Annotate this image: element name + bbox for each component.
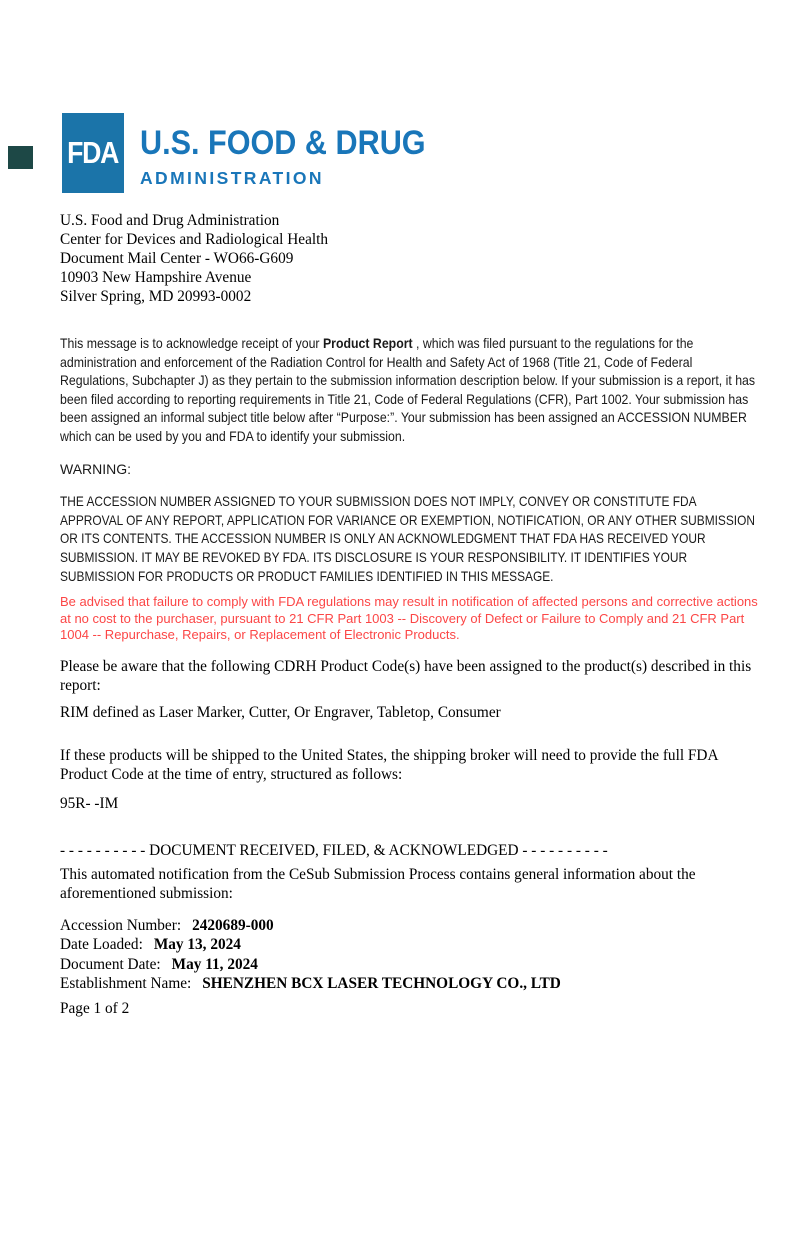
brand-subtitle: ADMINISTRATION	[140, 168, 324, 188]
intro-paragraph	[60, 334, 760, 446]
detail-label: Accession Number:	[60, 916, 182, 934]
detail-value: May 13, 2024	[153, 936, 241, 954]
detail-value: SHENZHEN BCX LASER TECHNOLOGY CO., LTD	[202, 974, 561, 992]
fda-logo	[62, 113, 800, 193]
intro-text-before: This message is to acknowledge receipt of your	[60, 335, 323, 351]
acknowledgement-divider: - - - - - - - - - - DOCUMENT RECEIVED, FILED, & ACKNOWLEDGED - - - - - - - - - -	[60, 841, 608, 859]
detail-value: May 11, 2024	[171, 955, 258, 973]
detail-row-date-loaded	[60, 935, 760, 954]
page-indicator: Page 1 of 2	[60, 1000, 130, 1018]
sender-address-line: U.S. Food and Drug Administration	[60, 212, 280, 229]
letter-body	[60, 211, 760, 1018]
letter-page	[0, 113, 800, 1243]
shipping-product-code: 95R- -IM	[60, 794, 119, 812]
detail-label: Establishment Name:	[60, 974, 192, 992]
brand-title: U.S. FOOD & DRUG	[140, 124, 426, 162]
shipping-intro: If these products will be shipped to the United States, the shipping broker will need to provide the full FDA Product Code at the time of entry, structured as follows:	[60, 746, 718, 783]
sender-address-line: Silver Spring, MD 20993-0002	[60, 288, 252, 305]
submission-details	[60, 916, 760, 993]
annotation-mark-icon	[8, 146, 33, 169]
intro-text-after: , which was filed pursuant to the regulations for the administration and enforcement of the Radiation Control for Health and Safety Act of 1968 (Title 21, Code of Federal Regulations, Subchapter J) as they pertain to the submission information description below. If your submission is a report, it has been filed according to reporting requirements in Title 21, Code of Federal Regulations (CFR), Part 1002. Your submission has been assigned an informal subject title below after “Purpose:”. Your submission has been assigned an ACCESSION NUMBER which can be used by you and FDA to identify your submission.	[60, 335, 756, 444]
fda-acronym: FDA	[67, 135, 119, 170]
detail-label: Document Date:	[60, 955, 161, 973]
detail-value: 2420689-000	[192, 916, 274, 934]
acknowledgement-note: This automated notification from the CeSub Submission Process contains general information about the aforementioned submission:	[60, 865, 696, 902]
fda-logo-text	[140, 113, 457, 193]
fda-logo-box	[62, 113, 124, 193]
detail-label: Date Loaded:	[60, 936, 143, 954]
product-report-label: Product Report	[322, 335, 413, 351]
detail-row-document-date	[60, 955, 760, 974]
sender-address-line: 10903 New Hampshire Avenue	[60, 269, 252, 286]
detail-row-accession-number	[60, 916, 760, 935]
advisory-paragraph: Be advised that failure to comply with FDA regulations may result in notification of affected persons and corrective actions at no cost to the purchaser, pursuant to 21 CFR Part 1003 -- Discovery of Defect or Failure to Comply and 21 CFR Part 1004 -- Repurchase, Repairs, or Replacement of Electronic Products.	[60, 594, 758, 643]
sender-address-line: Document Mail Center - WO66-G609	[60, 250, 294, 267]
detail-row-establishment-name	[60, 974, 760, 993]
warning-paragraph: THE ACCESSION NUMBER ASSIGNED TO YOUR SUBMISSION DOES NOT IMPLY, CONVEY OR CONSTITUTE FDA APPROVAL OF ANY REPORT, APPLICATION FOR VARIANCE OR EXEMPTION, NOTIFICATION, OR ANY OTHER SUBMISSION OR ITS CONTENTS. THE ACCESSION NUMBER IS ONLY AN ACKNOWLEDGMENT THAT FDA HAS RECEIVED YOUR SUBMISSION. IT MAY BE REVOKED BY FDA. ITS DISCLOSURE IS YOUR RESPONSIBILITY. IT IDENTIFIES YOUR SUBMISSION FOR PRODUCTS OR PRODUCT FAMILIES IDENTIFIED IN THIS MESSAGE.	[60, 493, 755, 584]
product-code-definition: RIM defined as Laser Marker, Cutter, Or Engraver, Tabletop, Consumer	[60, 703, 501, 721]
warning-heading: WARNING:	[60, 460, 132, 477]
product-codes-intro: Please be aware that the following CDRH Product Code(s) have been assigned to the product(s) described in this report:	[60, 657, 752, 694]
sender-address-line: Center for Devices and Radiological Health	[60, 231, 329, 248]
sender-address	[60, 211, 760, 306]
